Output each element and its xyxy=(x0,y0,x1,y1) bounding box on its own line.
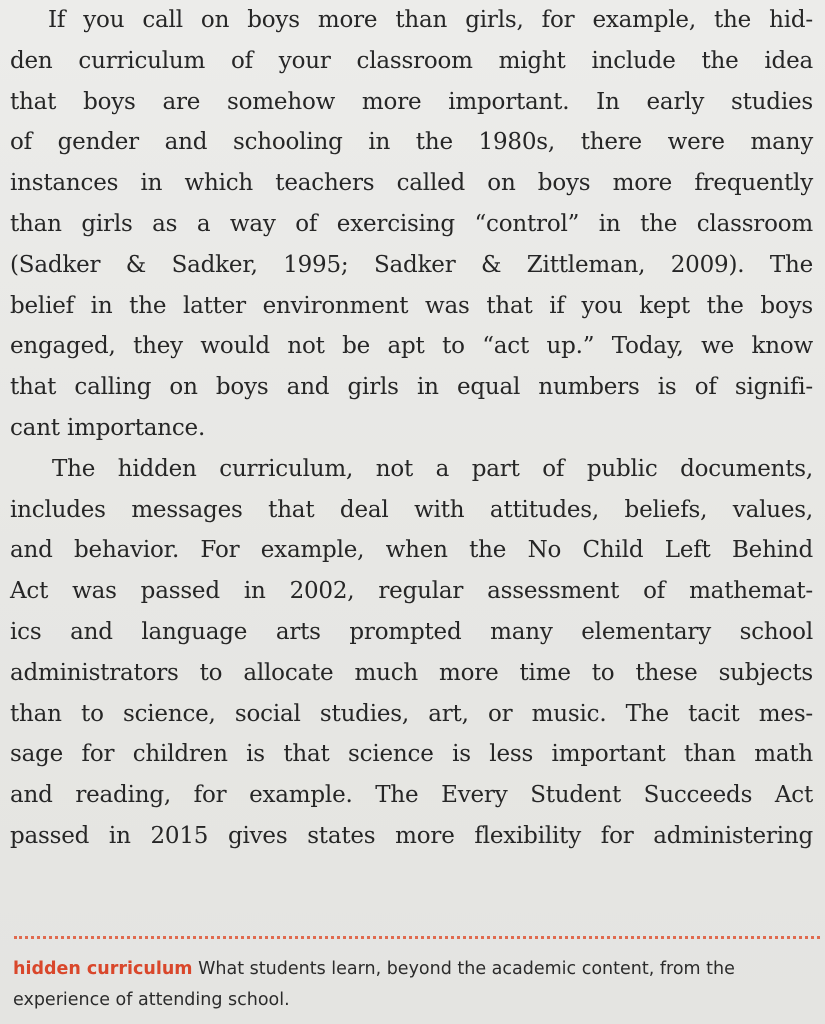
p2-line-8: sage for children is that science is less important than math xyxy=(10,741,813,768)
body-text xyxy=(10,0,813,857)
p2-line-10: passed in 2015 gives states more flexibility for administering xyxy=(10,822,813,849)
glossary-term: hidden curriculum xyxy=(13,959,193,979)
p1-line-8: belief in the latter environment was that if you kept the boys xyxy=(10,292,813,319)
p1-line-7: (Sadker & Sadker, 1995; Sadker & Zittleman, 2009). The xyxy=(10,251,813,278)
p1-line-1: If you call on boys more than girls, for example, the hid- xyxy=(48,7,813,33)
glossary-divider xyxy=(14,936,820,939)
p1-line-2: den curriculum of your classroom might include the idea xyxy=(10,47,813,74)
p1-line-6: than girls as a way of exercising “control” in the classroom xyxy=(10,210,813,237)
glossary-definition: What students learn, beyond the academic content, from the experience of attending school. xyxy=(13,959,735,1010)
p1-line-3: that boys are somehow more important. In early studies xyxy=(10,88,813,115)
p2-line-4: Act was passed in 2002, regular assessment of mathemat- xyxy=(10,578,813,605)
glossary-entry xyxy=(13,954,819,1016)
p2-line-9: and reading, for example. The Every Student Succeeds Act xyxy=(10,782,813,809)
p1-line-11: cant importance. xyxy=(10,414,206,441)
p1-line-10: that calling on boys and girls in equal numbers is of signifi- xyxy=(10,374,813,401)
p2-line-5: ics and language arts prompted many elementary school xyxy=(10,618,813,645)
p2-line-6: administrators to allocate much more time to these subjects xyxy=(10,659,813,686)
p2-line-1: The hidden curriculum, not a part of public documents, xyxy=(52,455,813,482)
p2-line-3: and behavior. For example, when the No Child Left Behind xyxy=(10,537,813,564)
p1-line-4: of gender and schooling in the 1980s, there were many xyxy=(10,129,813,156)
p2-line-7: than to science, social studies, art, or music. The tacit mes- xyxy=(10,700,813,727)
p1-line-5: instances in which teachers called on boys more frequently xyxy=(10,170,813,197)
p1-line-9: engaged, they would not be apt to “act up.” Today, we know xyxy=(10,333,813,360)
p2-line-2: includes messages that deal with attitudes, beliefs, values, xyxy=(10,496,813,523)
